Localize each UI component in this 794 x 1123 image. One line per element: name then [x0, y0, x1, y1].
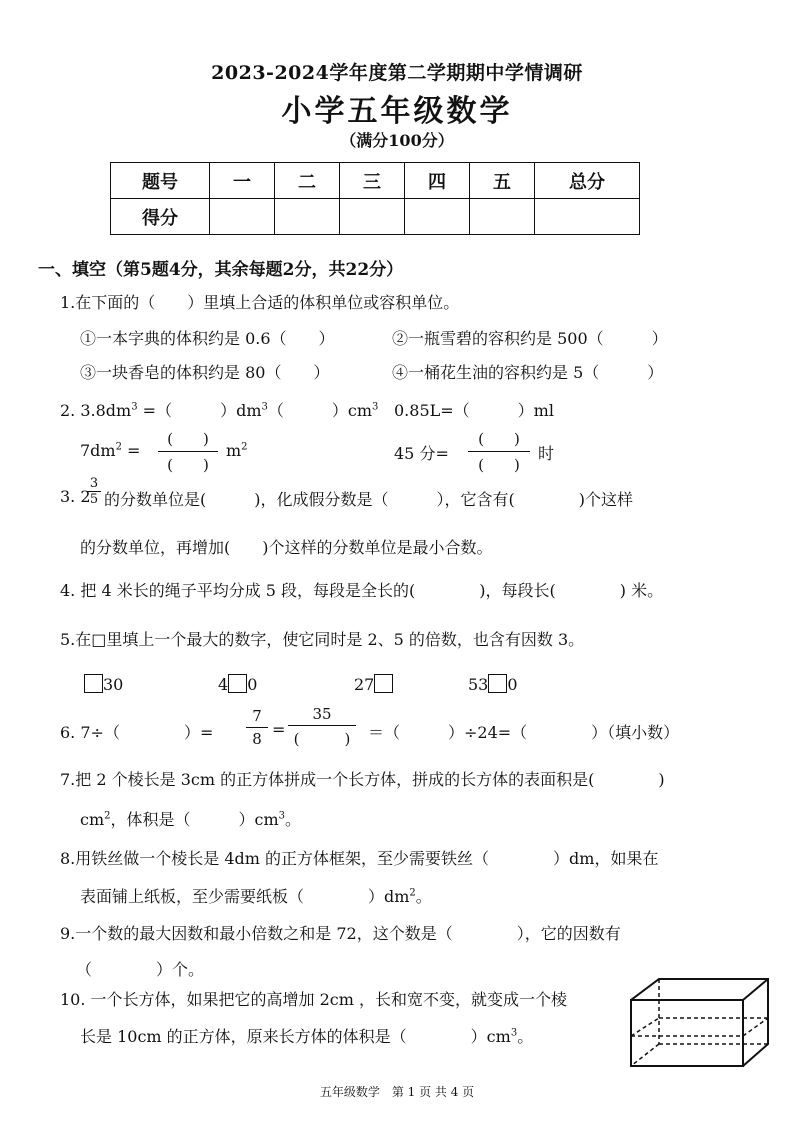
question-8-line2 — [80, 884, 432, 907]
superscript: 2 — [241, 441, 248, 453]
question-5-stem: 5.在□里填上一个最大的数字，使它同时是 2、5 的倍数，也含有因数 3。 — [60, 630, 585, 649]
digit-box[interactable] — [84, 674, 103, 693]
question-5-item — [354, 674, 393, 694]
digit-box[interactable] — [374, 674, 393, 693]
question-2-line2 — [80, 441, 140, 460]
q10-text: 长是 10cm 的正方体，原来长方体的体积是（ ）cm — [80, 1027, 511, 1046]
score-table-cell: 五 — [470, 163, 535, 199]
q2-text: （ ）cm — [267, 401, 373, 420]
question-2-line1 — [60, 398, 378, 421]
section-heading: 一、填空（第5题4分，其余每题2分，共22分） — [38, 260, 404, 280]
fraction-denominator: 8 — [252, 730, 262, 748]
question-1-item: ④一桶花生油的容积约是 5（ ） — [392, 363, 664, 382]
question-1-item: ③一块香皂的体积约是 80（ ） — [80, 363, 330, 382]
q5-digits: 30 — [103, 675, 124, 694]
fraction-denominator: ( ) — [293, 730, 351, 748]
q5-digits: 4 — [218, 675, 229, 694]
equals-sign: = — [272, 720, 286, 739]
score-table-cell: 一 — [210, 163, 275, 199]
q2-text: 7dm — [80, 441, 116, 460]
score-table-cell: 二 — [275, 163, 340, 199]
score-blank-cell[interactable] — [275, 199, 340, 235]
question-8-line1: 8.用铁丝做一个棱长是 4dm 的正方体框架，至少需要铁丝（ ）dm，如果在 — [60, 849, 659, 868]
question-3-line2: 的分数单位，再增加( )个这样的分数单位是最小合数。 — [80, 538, 493, 557]
score-table-cell: 四 — [405, 163, 470, 199]
q2-text: = — [121, 441, 141, 460]
superscript: 2 — [409, 887, 416, 899]
q2-text: 2. 3.8dm — [60, 401, 132, 420]
q8-text: 。 — [415, 887, 432, 906]
question-10-line2 — [80, 1024, 533, 1047]
unit-label — [226, 441, 248, 460]
question-5-item — [218, 674, 257, 694]
fraction-numerator: 7 — [252, 707, 262, 725]
blank-fraction[interactable] — [468, 428, 530, 475]
exam-term-title: 2023-2024学年度第二学期期中学情调研 — [211, 62, 583, 84]
question-4: 4. 把 4 米长的绳子平均分成 5 段，每段是全长的( )，每段长( ) 米。 — [60, 581, 664, 600]
question-1-item: ②一瓶雪碧的容积约是 500（ ） — [392, 329, 668, 348]
q7-text: cm — [80, 810, 105, 829]
score-table — [110, 162, 640, 235]
superscript: 3 — [372, 401, 379, 413]
cuboid-edge — [743, 979, 768, 1000]
fraction-numerator: 3 — [89, 476, 99, 491]
digit-box[interactable] — [228, 674, 247, 693]
superscript: 3 — [278, 810, 286, 822]
score-table-cell: 总分 — [535, 163, 640, 199]
cuboid-figure — [628, 974, 774, 1070]
question-1-item: ①一本字典的体积约是 0.6（ ） — [80, 329, 335, 348]
score-table-cell: 题号 — [111, 163, 210, 199]
exam-title: 小学五年级数学 — [281, 94, 513, 129]
score-table-header-row — [111, 163, 640, 199]
question-2-item: 45 分= — [394, 444, 449, 463]
fraction-bar — [468, 451, 530, 452]
mixed-fraction — [87, 476, 101, 507]
fraction-numerator: ( ) — [478, 430, 520, 448]
score-blank-cell[interactable] — [535, 199, 640, 235]
q5-digits: 27 — [354, 675, 375, 694]
q5-digits: 0 — [507, 675, 518, 694]
question-1-stem: 1.在下面的（ ）里填上合适的体积单位或容积单位。 — [60, 293, 460, 312]
fraction-bar — [246, 727, 268, 728]
fraction-bar — [288, 725, 356, 726]
cuboid-dashed-divider — [743, 1018, 768, 1036]
q2-text: m — [226, 441, 242, 460]
fraction-numerator: 35 — [312, 705, 332, 723]
cuboid-hidden-edge — [631, 1044, 659, 1066]
score-table-cell: 得分 — [111, 199, 210, 235]
superscript: 2 — [104, 810, 111, 822]
fraction-bar — [158, 451, 218, 452]
unit-label: 时 — [538, 444, 555, 463]
q5-digits: 0 — [247, 675, 258, 694]
cuboid-front-face — [631, 1000, 743, 1066]
superscript: 3 — [131, 401, 138, 413]
superscript: 3 — [510, 1027, 518, 1039]
q5-digits: 53 — [468, 675, 489, 694]
q2-text: =（ ）dm — [137, 401, 262, 420]
score-blank-cell[interactable] — [340, 199, 405, 235]
fraction-denominator: ( ) — [167, 456, 209, 474]
question-7-line2 — [80, 807, 301, 830]
fraction-denominator: ( ) — [478, 456, 520, 474]
fraction-numerator: ( ) — [167, 430, 209, 448]
question-6-pre: 6. 7÷（ ）= — [60, 723, 214, 742]
question-7-line1: 7.把 2 个棱长是 3cm 的正方体拼成一个长方体，拼成的长方体的表面积是( ) — [60, 770, 665, 789]
question-5-item — [84, 674, 123, 694]
question-3-line1: 的分数单位是( )，化成假分数是（ ），它含有( )个这样 — [104, 490, 633, 509]
cuboid-dashed-divider — [631, 1018, 659, 1036]
score-table-score-row — [111, 199, 640, 235]
score-blank-cell[interactable] — [405, 199, 470, 235]
superscript: 2 — [115, 441, 122, 453]
score-table-cell: 三 — [340, 163, 405, 199]
question-6-post: ＝（ ）÷24=（ ）（填小数） — [368, 723, 680, 742]
q8-text: 表面铺上纸板，至少需要纸板（ ）dm — [80, 887, 410, 906]
page-footer: 五年级数学 第 1 页 共 4 页 — [319, 1085, 475, 1099]
question-3-int: 3. 2 — [60, 487, 91, 506]
superscript: 3 — [261, 401, 268, 413]
score-blank-cell[interactable] — [470, 199, 535, 235]
blank-fraction[interactable] — [288, 705, 356, 749]
digit-box[interactable] — [488, 674, 507, 693]
fraction-7-8 — [246, 707, 268, 748]
question-9-line2: （ ）个。 — [76, 960, 205, 979]
full-marks: （满分100分） — [340, 131, 454, 150]
question-10-line1: 10. 一个长方体，如果把它的高增加 2cm ，长和宽不变，就变成一个棱 — [60, 990, 568, 1009]
question-9-line1: 9.一个数的最大因数和最小倍数之和是 72，这个数是（ ），它的因数有 — [60, 924, 621, 943]
fraction-denominator: 5 — [89, 492, 99, 507]
question-2-item: 0.85L=（ ）ml — [394, 401, 554, 420]
question-5-item — [468, 674, 518, 694]
q7-text: ，体积是（ ）cm — [110, 810, 279, 829]
q10-text: 。 — [517, 1027, 534, 1046]
q7-text: 。 — [285, 810, 302, 829]
score-blank-cell[interactable] — [210, 199, 275, 235]
blank-fraction[interactable] — [158, 428, 218, 475]
